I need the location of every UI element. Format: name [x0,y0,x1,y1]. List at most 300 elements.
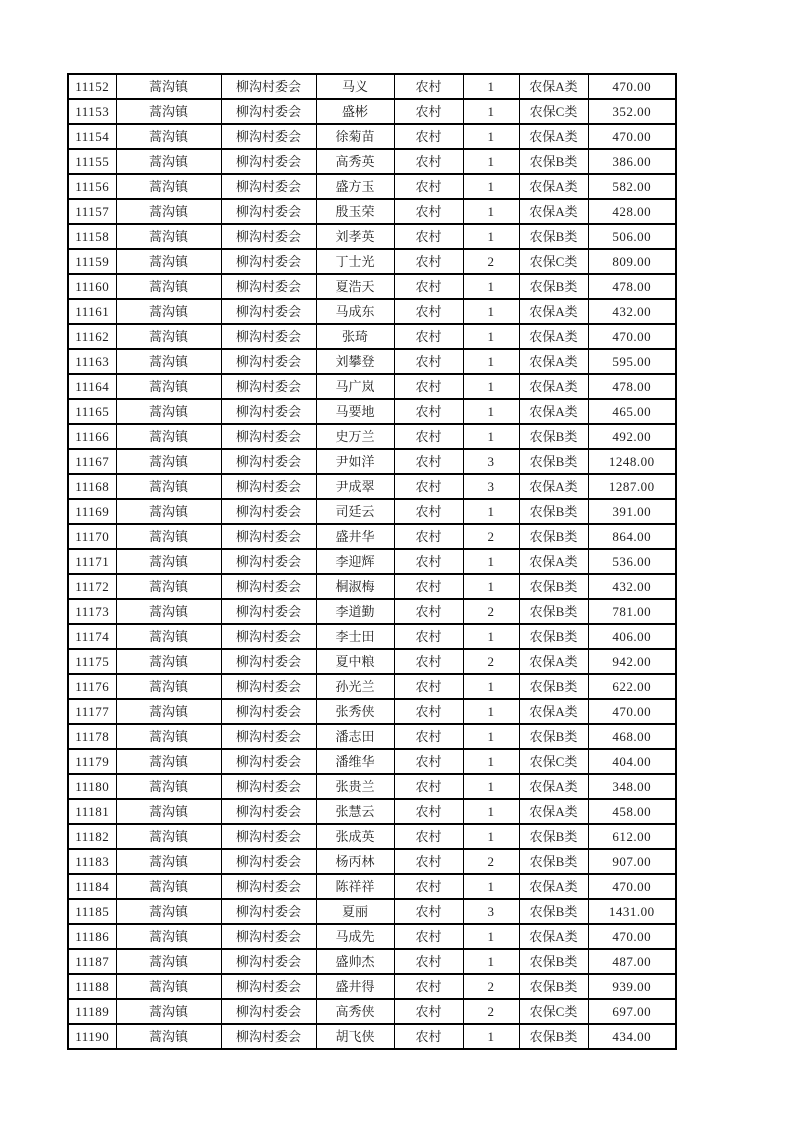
cell-village: 柳沟村委会 [221,499,316,524]
cell-type: 农保A类 [519,774,588,799]
cell-amount: 1431.00 [588,899,676,924]
cell-town: 蒿沟镇 [116,324,221,349]
cell-category: 农村 [394,224,463,249]
cell-type: 农保B类 [519,599,588,624]
cell-name: 夏中粮 [316,649,394,674]
cell-name: 马广岚 [316,374,394,399]
cell-village: 柳沟村委会 [221,174,316,199]
cell-category: 农村 [394,824,463,849]
cell-category: 农村 [394,274,463,299]
cell-village: 柳沟村委会 [221,774,316,799]
cell-name: 殷玉荣 [316,199,394,224]
cell-type: 农保B类 [519,149,588,174]
cell-count: 1 [463,774,519,799]
cell-category: 农村 [394,249,463,274]
cell-count: 1 [463,624,519,649]
cell-amount: 470.00 [588,74,676,99]
cell-count: 1 [463,874,519,899]
cell-type: 农保A类 [519,799,588,824]
cell-town: 蒿沟镇 [116,449,221,474]
cell-id: 11190 [68,1024,116,1049]
cell-amount: 470.00 [588,924,676,949]
cell-category: 农村 [394,549,463,574]
cell-count: 1 [463,549,519,574]
cell-amount: 781.00 [588,599,676,624]
cell-name: 夏浩天 [316,274,394,299]
cell-count: 1 [463,349,519,374]
cell-amount: 348.00 [588,774,676,799]
table-row [68,949,676,974]
cell-type: 农保A类 [519,924,588,949]
cell-type: 农保A类 [519,324,588,349]
cell-village: 柳沟村委会 [221,599,316,624]
cell-town: 蒿沟镇 [116,524,221,549]
cell-town: 蒿沟镇 [116,874,221,899]
table-row [68,374,676,399]
table-row [68,324,676,349]
cell-amount: 582.00 [588,174,676,199]
cell-town: 蒿沟镇 [116,424,221,449]
cell-name: 孙光兰 [316,674,394,699]
cell-count: 1 [463,424,519,449]
cell-name: 盛方玉 [316,174,394,199]
cell-amount: 1287.00 [588,474,676,499]
table-row [68,599,676,624]
cell-name: 尹如洋 [316,449,394,474]
cell-name: 刘孝英 [316,224,394,249]
cell-count: 3 [463,474,519,499]
cell-type: 农保A类 [519,374,588,399]
cell-name: 盛井得 [316,974,394,999]
cell-name: 桐淑梅 [316,574,394,599]
cell-id: 11152 [68,74,116,99]
cell-town: 蒿沟镇 [116,124,221,149]
cell-name: 李道勤 [316,599,394,624]
cell-amount: 536.00 [588,549,676,574]
cell-count: 2 [463,249,519,274]
cell-id: 11163 [68,349,116,374]
cell-town: 蒿沟镇 [116,999,221,1024]
cell-town: 蒿沟镇 [116,274,221,299]
cell-id: 11185 [68,899,116,924]
cell-type: 农保B类 [519,449,588,474]
table-row [68,724,676,749]
cell-category: 农村 [394,149,463,174]
cell-town: 蒿沟镇 [116,799,221,824]
cell-id: 11189 [68,999,116,1024]
table-row [68,624,676,649]
cell-count: 1 [463,199,519,224]
cell-count: 2 [463,599,519,624]
cell-village: 柳沟村委会 [221,374,316,399]
cell-count: 1 [463,399,519,424]
cell-category: 农村 [394,374,463,399]
cell-village: 柳沟村委会 [221,324,316,349]
cell-village: 柳沟村委会 [221,274,316,299]
cell-id: 11157 [68,199,116,224]
table-row [68,99,676,124]
cell-amount: 622.00 [588,674,676,699]
table-row [68,74,676,99]
cell-type: 农保B类 [519,849,588,874]
cell-village: 柳沟村委会 [221,474,316,499]
cell-category: 农村 [394,749,463,774]
cell-village: 柳沟村委会 [221,974,316,999]
cell-town: 蒿沟镇 [116,674,221,699]
cell-type: 农保B类 [519,424,588,449]
cell-category: 农村 [394,474,463,499]
cell-village: 柳沟村委会 [221,724,316,749]
table-row [68,524,676,549]
cell-town: 蒿沟镇 [116,724,221,749]
cell-town: 蒿沟镇 [116,824,221,849]
cell-count: 1 [463,699,519,724]
table-row [68,874,676,899]
cell-village: 柳沟村委会 [221,699,316,724]
cell-id: 11166 [68,424,116,449]
cell-amount: 697.00 [588,999,676,1024]
cell-id: 11168 [68,474,116,499]
cell-type: 农保B类 [519,624,588,649]
cell-village: 柳沟村委会 [221,749,316,774]
cell-village: 柳沟村委会 [221,899,316,924]
cell-id: 11178 [68,724,116,749]
cell-amount: 487.00 [588,949,676,974]
cell-amount: 907.00 [588,849,676,874]
table-row [68,274,676,299]
cell-village: 柳沟村委会 [221,874,316,899]
table-row [68,549,676,574]
cell-amount: 470.00 [588,324,676,349]
cell-type: 农保B类 [519,224,588,249]
cell-type: 农保B类 [519,899,588,924]
cell-amount: 595.00 [588,349,676,374]
cell-category: 农村 [394,724,463,749]
cell-count: 1 [463,799,519,824]
cell-id: 11162 [68,324,116,349]
cell-count: 1 [463,824,519,849]
cell-count: 2 [463,649,519,674]
cell-type: 农保B类 [519,499,588,524]
cell-id: 11174 [68,624,116,649]
cell-village: 柳沟村委会 [221,924,316,949]
cell-type: 农保B类 [519,824,588,849]
cell-type: 农保C类 [519,99,588,124]
cell-name: 马成东 [316,299,394,324]
cell-village: 柳沟村委会 [221,99,316,124]
cell-type: 农保C类 [519,999,588,1024]
cell-id: 11158 [68,224,116,249]
pension-records-table [67,73,677,1050]
cell-amount: 432.00 [588,574,676,599]
cell-town: 蒿沟镇 [116,974,221,999]
cell-amount: 470.00 [588,124,676,149]
table-row [68,799,676,824]
cell-name: 徐菊苗 [316,124,394,149]
cell-type: 农保A类 [519,74,588,99]
cell-id: 11154 [68,124,116,149]
cell-name: 胡飞侠 [316,1024,394,1049]
cell-id: 11171 [68,549,116,574]
cell-name: 李士田 [316,624,394,649]
table-row [68,924,676,949]
cell-type: 农保A类 [519,649,588,674]
cell-id: 11169 [68,499,116,524]
cell-amount: 434.00 [588,1024,676,1049]
cell-count: 1 [463,674,519,699]
cell-id: 11164 [68,374,116,399]
cell-category: 农村 [394,124,463,149]
cell-category: 农村 [394,624,463,649]
cell-name: 史万兰 [316,424,394,449]
cell-village: 柳沟村委会 [221,649,316,674]
cell-village: 柳沟村委会 [221,124,316,149]
cell-amount: 492.00 [588,424,676,449]
cell-count: 1 [463,499,519,524]
cell-type: 农保A类 [519,199,588,224]
cell-id: 11153 [68,99,116,124]
cell-id: 11159 [68,249,116,274]
cell-name: 尹成翠 [316,474,394,499]
cell-type: 农保C类 [519,749,588,774]
table-row [68,1024,676,1049]
cell-village: 柳沟村委会 [221,1024,316,1049]
cell-id: 11182 [68,824,116,849]
cell-village: 柳沟村委会 [221,624,316,649]
table-row [68,424,676,449]
cell-count: 1 [463,1024,519,1049]
table-row [68,199,676,224]
cell-category: 农村 [394,799,463,824]
cell-type: 农保A类 [519,124,588,149]
cell-town: 蒿沟镇 [116,224,221,249]
cell-amount: 864.00 [588,524,676,549]
table-row [68,574,676,599]
cell-id: 11186 [68,924,116,949]
cell-name: 丁士光 [316,249,394,274]
cell-village: 柳沟村委会 [221,849,316,874]
cell-town: 蒿沟镇 [116,474,221,499]
cell-id: 11179 [68,749,116,774]
cell-name: 潘志田 [316,724,394,749]
cell-type: 农保A类 [519,399,588,424]
cell-name: 马义 [316,74,394,99]
cell-category: 农村 [394,774,463,799]
cell-type: 农保A类 [519,874,588,899]
cell-town: 蒿沟镇 [116,774,221,799]
cell-amount: 352.00 [588,99,676,124]
cell-count: 3 [463,899,519,924]
table-row [68,124,676,149]
cell-amount: 386.00 [588,149,676,174]
cell-name: 张秀侠 [316,699,394,724]
cell-name: 马要地 [316,399,394,424]
cell-amount: 458.00 [588,799,676,824]
table-row [68,849,676,874]
cell-count: 1 [463,924,519,949]
table-row [68,474,676,499]
table-row [68,774,676,799]
cell-name: 盛帅杰 [316,949,394,974]
cell-town: 蒿沟镇 [116,549,221,574]
cell-amount: 942.00 [588,649,676,674]
table-row [68,149,676,174]
cell-village: 柳沟村委会 [221,949,316,974]
cell-name: 高秀侠 [316,999,394,1024]
table-row [68,174,676,199]
cell-count: 2 [463,849,519,874]
table-row [68,249,676,274]
cell-town: 蒿沟镇 [116,949,221,974]
cell-id: 11177 [68,699,116,724]
table-row [68,899,676,924]
cell-village: 柳沟村委会 [221,674,316,699]
cell-category: 农村 [394,74,463,99]
cell-amount: 478.00 [588,274,676,299]
cell-category: 农村 [394,424,463,449]
cell-id: 11188 [68,974,116,999]
cell-count: 1 [463,374,519,399]
cell-town: 蒿沟镇 [116,299,221,324]
cell-id: 11184 [68,874,116,899]
cell-count: 1 [463,99,519,124]
cell-count: 1 [463,574,519,599]
cell-name: 潘维华 [316,749,394,774]
cell-town: 蒿沟镇 [116,199,221,224]
cell-category: 农村 [394,324,463,349]
cell-type: 农保B类 [519,1024,588,1049]
cell-amount: 391.00 [588,499,676,524]
cell-category: 农村 [394,349,463,374]
cell-category: 农村 [394,524,463,549]
table-row [68,674,676,699]
cell-id: 11187 [68,949,116,974]
cell-id: 11172 [68,574,116,599]
cell-name: 李迎辉 [316,549,394,574]
cell-amount: 809.00 [588,249,676,274]
cell-count: 1 [463,149,519,174]
cell-village: 柳沟村委会 [221,249,316,274]
cell-category: 农村 [394,899,463,924]
cell-name: 高秀英 [316,149,394,174]
cell-category: 农村 [394,1024,463,1049]
cell-type: 农保A类 [519,174,588,199]
cell-id: 11180 [68,774,116,799]
cell-village: 柳沟村委会 [221,424,316,449]
cell-amount: 470.00 [588,699,676,724]
cell-amount: 506.00 [588,224,676,249]
cell-village: 柳沟村委会 [221,199,316,224]
cell-id: 11160 [68,274,116,299]
cell-village: 柳沟村委会 [221,299,316,324]
cell-town: 蒿沟镇 [116,374,221,399]
table-row [68,499,676,524]
cell-name: 陈祥祥 [316,874,394,899]
cell-amount: 939.00 [588,974,676,999]
cell-type: 农保B类 [519,674,588,699]
cell-id: 11170 [68,524,116,549]
table-row [68,449,676,474]
cell-name: 盛彬 [316,99,394,124]
cell-town: 蒿沟镇 [116,924,221,949]
cell-count: 1 [463,324,519,349]
cell-town: 蒿沟镇 [116,749,221,774]
cell-category: 农村 [394,574,463,599]
cell-category: 农村 [394,399,463,424]
cell-type: 农保A类 [519,549,588,574]
cell-name: 张琦 [316,324,394,349]
cell-category: 农村 [394,99,463,124]
cell-count: 1 [463,74,519,99]
cell-category: 农村 [394,674,463,699]
cell-category: 农村 [394,599,463,624]
cell-town: 蒿沟镇 [116,499,221,524]
cell-name: 马成先 [316,924,394,949]
cell-count: 1 [463,124,519,149]
cell-amount: 404.00 [588,749,676,774]
cell-type: 农保A类 [519,299,588,324]
cell-town: 蒿沟镇 [116,74,221,99]
cell-count: 1 [463,174,519,199]
cell-name: 张贵兰 [316,774,394,799]
table-row [68,699,676,724]
cell-town: 蒿沟镇 [116,574,221,599]
table-row [68,224,676,249]
cell-category: 农村 [394,199,463,224]
cell-id: 11175 [68,649,116,674]
cell-type: 农保C类 [519,249,588,274]
table-row [68,824,676,849]
cell-category: 农村 [394,949,463,974]
cell-town: 蒿沟镇 [116,149,221,174]
cell-type: 农保B类 [519,524,588,549]
cell-category: 农村 [394,974,463,999]
table-row [68,999,676,1024]
cell-category: 农村 [394,649,463,674]
cell-type: 农保B类 [519,974,588,999]
cell-name: 刘攀登 [316,349,394,374]
cell-id: 11181 [68,799,116,824]
cell-count: 2 [463,974,519,999]
cell-amount: 612.00 [588,824,676,849]
table-row [68,349,676,374]
table-body [68,74,676,1049]
cell-amount: 470.00 [588,874,676,899]
cell-village: 柳沟村委会 [221,224,316,249]
cell-count: 1 [463,749,519,774]
cell-name: 杨丙林 [316,849,394,874]
cell-type: 农保A类 [519,699,588,724]
cell-category: 农村 [394,699,463,724]
cell-type: 农保B类 [519,949,588,974]
cell-type: 农保B类 [519,724,588,749]
cell-town: 蒿沟镇 [116,249,221,274]
table-row [68,749,676,774]
cell-amount: 478.00 [588,374,676,399]
cell-count: 3 [463,449,519,474]
cell-village: 柳沟村委会 [221,449,316,474]
cell-town: 蒿沟镇 [116,174,221,199]
cell-count: 1 [463,274,519,299]
cell-village: 柳沟村委会 [221,574,316,599]
cell-town: 蒿沟镇 [116,624,221,649]
cell-category: 农村 [394,174,463,199]
cell-count: 1 [463,949,519,974]
cell-town: 蒿沟镇 [116,1024,221,1049]
cell-type: 农保A类 [519,474,588,499]
cell-type: 农保A类 [519,349,588,374]
cell-id: 11176 [68,674,116,699]
